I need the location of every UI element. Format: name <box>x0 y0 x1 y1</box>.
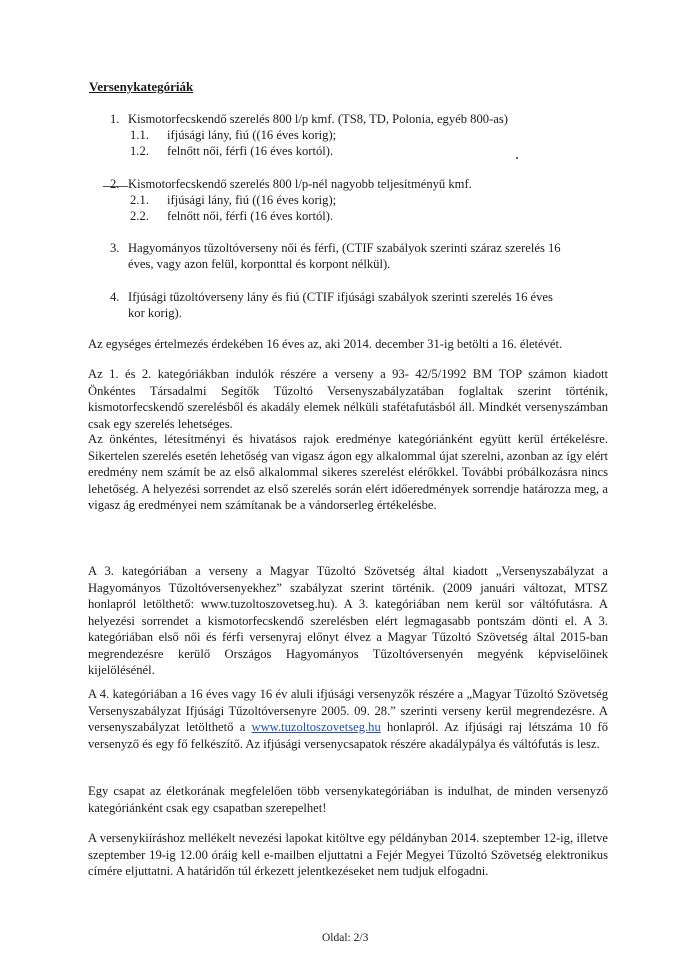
category-item-3 <box>110 240 630 256</box>
scan-speck <box>516 157 518 159</box>
category-item-4-cont <box>128 305 628 321</box>
category-number: 3. <box>110 241 120 255</box>
category-item-4 <box>110 289 630 305</box>
subcategory-1-2 <box>130 143 333 159</box>
page-number: Oldal: 2/3 <box>322 932 369 944</box>
subcategory-number: 1.1. <box>130 128 149 142</box>
subcategory-text: ifjúsági lány, fiú ((16 éves korig); <box>167 193 337 207</box>
subcategory-number: 2.1. <box>130 193 149 207</box>
category-text: Kismotorfecskendő szerelés 800 l/p kmf. (TS8, TD, Polonia, egyéb 800-as) <box>128 112 508 126</box>
category-item-2 <box>110 176 630 192</box>
category-item-1 <box>110 111 630 127</box>
category-4-text-a: A 4. kategóriában a 16 éves vagy 16 év aluli ifjúsági versenyzők részére a „Magyar Tűzoltó Szövetség Versenyszabályzat Ifjúsági Tűzoltóversenyre 2005. 09. 28.” szerinti verseny kerül megrendezésre. A versenyszabályzat letölthető a <box>88 687 608 734</box>
category-item-3-cont <box>128 256 628 272</box>
category-text-line1: Hagyományos tűzoltóverseny női és férfi, (CTIF szabályok szerinti száraz szerelés 16 <box>128 241 561 255</box>
category-4-rules-paragraph <box>88 686 608 752</box>
category-3-rules-paragraph: A 3. kategóriában a verseny a Magyar Tűzoltó Szövetség által kiadott „Versenyszabályzat a Hagyományos Tűzoltóversenyekhez” szabályzat szerint történik. (2009 januári változat, MTSZ honlapról letölthető: www.tuzoltoszovetseg.hu). A 3. kategóriában nem kerül sor váltófutásra. A helyezési sorrendet a kismotorfecskendő szerelésben elért legmagasabb pontszám dönti el. A 3. kategóriában első női és férfi versenyraj előnyt élvez a Magyar Tűzoltó Szövetség által 2015-ban megrendezésre kerülő Országos Hagyományos Tűzoltóversenyén megyénk képviselőinek kijelölésénél. <box>88 564 608 677</box>
subcategory-text: ifjúsági lány, fiú ((16 éves korig); <box>167 128 337 142</box>
registration-deadline-paragraph: A versenykiíráshoz mellékelt nevezési lapokat kitöltve egy példányban 2014. szeptember 12-ig, illetve szeptember 19-ig 12.00 óráig kell e-mailben eljuttatni a Fejér Megyei Tűzoltó Szövetség elektronikus címére eljuttatni. A határidőn túl érkezett jelentkezéseket nem tudjuk elfogadni. <box>88 831 608 878</box>
subcategory-number: 2.2. <box>130 209 149 223</box>
category-text: Kismotorfecskendő szerelés 800 l/p-nél nagyobb teljesítményű kmf. <box>128 177 472 191</box>
subcategory-text: felnőtt női, férfi (16 éves kortól). <box>167 209 334 223</box>
subcategory-text: felnőtt női, férfi (16 éves kortól). <box>167 144 334 158</box>
category-1-2-rules-paragraph: Az 1. és 2. kategóriákban indulók részére a verseny a 93- 42/5/1992 BM TOP számon kiadott Önkéntes Társadalmi Segítők Tűzoltó Versenyszabályzatában foglaltak szerint történik, kismotorfecskendő szerelésből és akadály elemek nélküli stafétafutásból áll. Mindkét versenyszámban csak egy szerelés lehetséges. <box>88 367 608 431</box>
category-text-line2: kor korig). <box>128 306 182 320</box>
subcategory-number: 1.2. <box>130 144 149 158</box>
subcategory-2-1 <box>130 192 336 208</box>
page-heading: Versenykategóriák <box>89 79 194 94</box>
subcategory-1-1 <box>130 127 336 143</box>
evaluation-paragraph: Az önkéntes, létesítményi és hivatásos rajok eredménye kategóriánként együtt kerül értékelésre. Sikertelen szerelés esetén lehetőség van vigasz ágon egy alkalommal újat szerelni, azonban az így elért eredmény nem számít be az első alkalommal sikeres szerelést elérőkkel. További próbálkozásra nincs lehetőség. A helyezési sorrendet az első szerelés során elért időeredmények sorrendje határozza meg, a vigasz ág eredményei nem számítanak be a vándorserleg értékelésbe. <box>88 432 608 512</box>
category-text-line2: éves, vagy azon felül, korponttal és korpont nélkül). <box>128 257 391 271</box>
category-text-line1: Ifjúsági tűzoltóverseny lány és fiú (CTIF ifjúsági szabályok szerinti szerelés 16 éves <box>128 290 553 304</box>
category-number: 4. <box>110 290 120 304</box>
category-4-text-b: honlapról. Az ifjúsági raj létszáma 10 fő versenyző és egy fő felkészítő. Az ifjúsági versenycsapatok részére akadálypálya és váltófutás is lesz. <box>88 720 608 751</box>
subcategory-2-2 <box>130 208 333 224</box>
federation-website-link[interactable]: www.tuzoltoszovetseg.hu <box>251 720 381 734</box>
multi-category-paragraph: Egy csapat az életkorának megfelelően több versenykategóriában is indulhat, de minden versenyző kategóriánként csak egy csapatban szerepelhet! <box>88 784 608 815</box>
category-number: 2. <box>110 177 120 191</box>
age-definition-paragraph: Az egységes értelmezés érdekében 16 éves az, aki 2014. december 31-ig betölti a 16. életévét. <box>88 337 563 351</box>
category-number: 1. <box>110 112 120 126</box>
